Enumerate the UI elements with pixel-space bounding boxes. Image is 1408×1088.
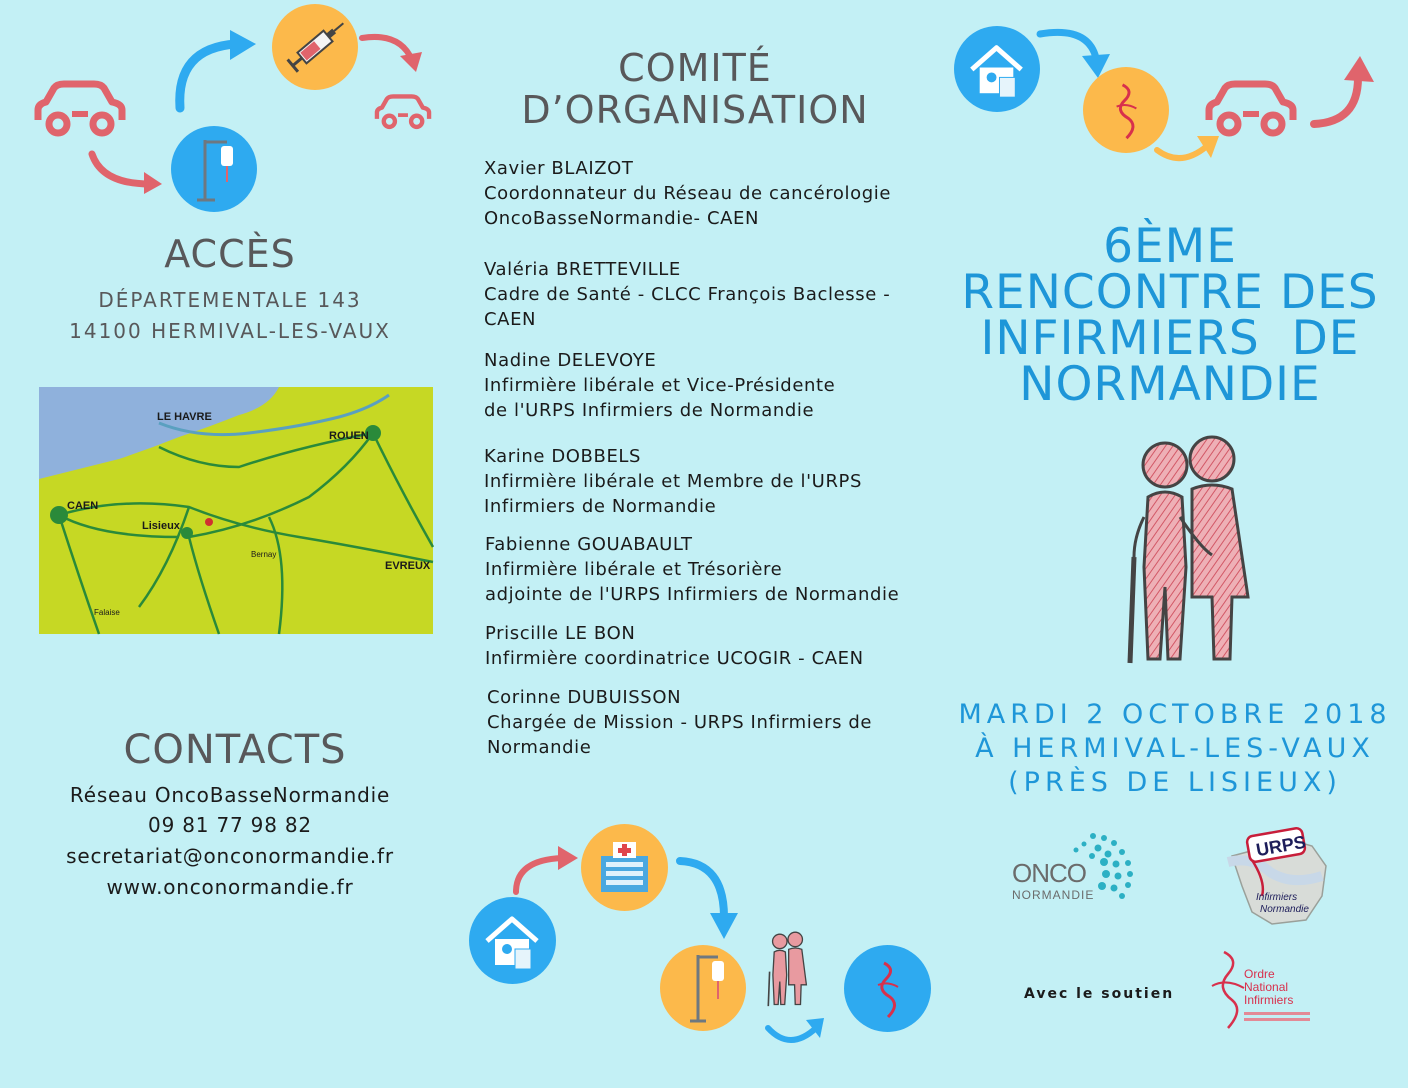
access-map — [39, 387, 433, 634]
member-role: Infirmière coordinatrice UCOGIR - CAEN — [485, 648, 864, 669]
member-name: Fabienne GOUABAULT — [485, 534, 693, 555]
member-role: Cadre de Santé - CLCC François Baclesse - — [484, 284, 891, 305]
nurse-symbol-circle — [844, 945, 931, 1032]
map-label-evreux: EVREUX — [385, 560, 431, 572]
map-label-lisieux: Lisieux — [142, 520, 180, 532]
iv-drip-icon — [660, 945, 746, 1031]
event-title-line: NORMANDIE — [1019, 357, 1321, 412]
access-address-line1: DÉPARTEMENTALE 143 — [98, 288, 362, 312]
ordre-national-infirmiers-logo — [1204, 948, 1316, 1040]
committee-member — [484, 156, 891, 231]
iv-drip-icon — [171, 126, 257, 212]
arrow-curved-icon — [764, 1010, 830, 1050]
car-icon — [373, 94, 433, 130]
urps-logo-sub2: Normandie — [1260, 904, 1309, 915]
car-icon — [1203, 80, 1299, 138]
event-date-line: MARDI 2 OCTOBRE 2018 — [958, 699, 1392, 730]
nurse-symbol-icon — [844, 945, 931, 1032]
arrow-curved-icon — [510, 846, 580, 896]
event-title-line: 6ÈME — [1103, 219, 1237, 274]
contact-phone: 09 81 77 98 82 — [148, 813, 312, 837]
map-label-bernay: Bernay — [251, 550, 277, 559]
committee-heading-line1: COMITÉ — [618, 46, 772, 90]
onco-normandie-logo — [1008, 828, 1138, 914]
event-title — [940, 219, 1400, 412]
ordre-logo-fineprint — [1244, 1012, 1310, 1015]
committee-member — [485, 532, 899, 607]
ordre-logo-text-line3: Infirmiers — [1244, 993, 1294, 1007]
home-circle — [469, 897, 556, 984]
committee-member — [484, 444, 862, 519]
access-address-line2: 14100 HERMIVAL-LES-VAUX — [69, 319, 391, 343]
map-label-rouen: ROUEN — [329, 430, 369, 442]
hospital-icon — [581, 824, 668, 911]
arrow-curved-icon — [88, 150, 168, 195]
ordre-logo-text-line1: Ordre — [1244, 967, 1275, 981]
event-date-line: (PRÈS DE LISIEUX) — [1008, 767, 1342, 798]
committee-member — [485, 621, 864, 671]
committee-heading-line2: D’ORGANISATION — [521, 88, 869, 132]
syringe-circle — [272, 4, 358, 90]
onco-logo-text-line1: ONCO — [1012, 858, 1086, 888]
hospital-circle — [581, 824, 668, 911]
member-role: Coordonnateur du Réseau de cancérologie — [484, 183, 892, 204]
event-title-line: INFIRMIERS DE — [980, 311, 1360, 366]
event-title-line: RENCONTRE DES — [961, 265, 1379, 320]
member-name: Xavier BLAIZOT — [484, 158, 634, 179]
event-date-line: À HERMIVAL-LES-VAUX — [975, 733, 1375, 764]
home-icon — [469, 897, 556, 984]
access-heading: ACCÈS — [164, 232, 296, 276]
member-role: CAEN — [484, 309, 537, 330]
map-label-falaise: Falaise — [94, 608, 120, 617]
member-role: de l'URPS Infirmiers de Normandie — [484, 400, 815, 421]
contact-network: Réseau OncoBasseNormandie — [69, 783, 391, 807]
ordre-logo-text-line2: National — [1244, 980, 1289, 994]
iv-drip-circle — [171, 126, 257, 212]
member-name: Corinne DUBUISSON — [487, 687, 682, 708]
arrow-curved-icon — [360, 30, 425, 75]
committee-member — [484, 348, 835, 423]
member-name: Valéria BRETTEVILLE — [484, 259, 681, 280]
arrow-curved-icon — [1310, 56, 1380, 132]
contact-email[interactable]: secretariat@onconormandie.fr — [66, 844, 394, 868]
contacts-heading: CONTACTS — [123, 727, 347, 773]
member-role: Chargée de Mission - URPS Infirmiers de — [487, 712, 873, 733]
elderly-couple-icon — [765, 929, 811, 1011]
urps-logo-sub1: Infirmiers — [1256, 892, 1298, 903]
member-role: Infirmiers de Normandie — [484, 496, 717, 517]
urps-logo — [1222, 826, 1334, 930]
member-role: Infirmière libérale et Vice-Présidente — [484, 375, 836, 396]
member-role: adjointe de l'URPS Infirmiers de Normandie — [485, 584, 900, 605]
arrow-curved-icon — [170, 28, 260, 113]
onco-logo-text-line2: NORMANDIE — [1012, 888, 1095, 902]
elderly-couple-illustration — [1120, 436, 1260, 668]
home-circle — [954, 26, 1040, 112]
member-role: OncoBasseNormandie- CAEN — [484, 208, 760, 229]
support-label: Avec le soutien — [1024, 986, 1175, 1002]
car-icon — [32, 80, 128, 138]
syringe-icon — [272, 4, 358, 90]
member-role: Infirmière libérale et Trésorière — [485, 559, 783, 580]
urps-logo-text: URPS — [1254, 831, 1308, 861]
iv-drip-circle — [660, 945, 746, 1031]
member-name: Karine DOBBELS — [484, 446, 642, 467]
member-role: Infirmière libérale et Membre de l'URPS — [484, 471, 863, 492]
map-label-caen: CAEN — [67, 500, 99, 512]
map-label-le-havre: LE HAVRE — [157, 411, 212, 423]
member-name: Priscille LE BON — [485, 623, 636, 644]
event-date — [930, 698, 1408, 800]
home-icon — [954, 26, 1040, 112]
committee-member — [484, 257, 890, 332]
ordre-logo-fineprint — [1244, 1018, 1310, 1021]
member-role: Normandie — [487, 737, 592, 758]
committee-member — [487, 685, 872, 760]
arrow-curved-icon — [676, 855, 746, 945]
contact-website[interactable]: www.onconormandie.fr — [106, 875, 354, 899]
member-name: Nadine DELEVOYE — [484, 350, 657, 371]
